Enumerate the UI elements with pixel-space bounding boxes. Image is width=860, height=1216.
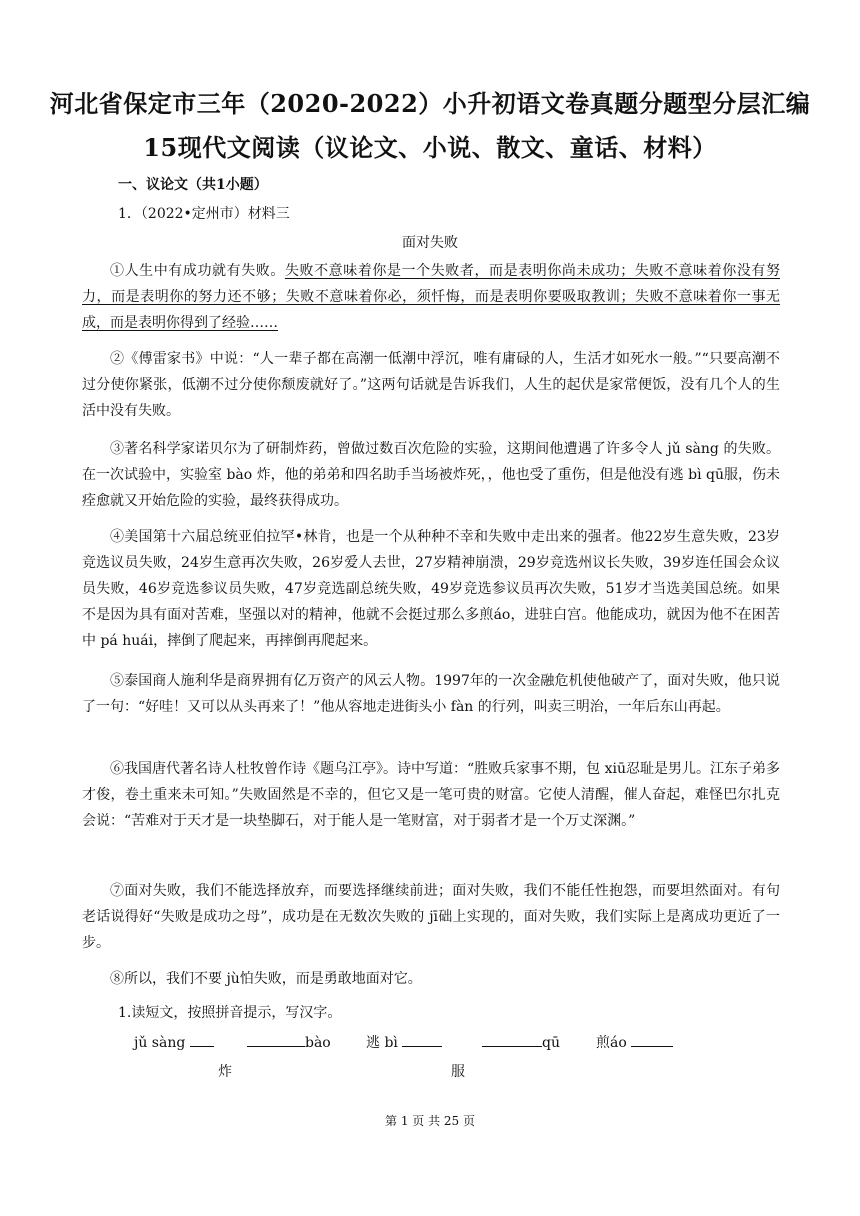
fill-item-c	[366, 1032, 442, 1052]
blank-a[interactable]	[190, 1032, 214, 1047]
fill-item-b	[247, 1032, 331, 1051]
pinyin-e: áo	[610, 1035, 627, 1051]
pinyin-b: bào	[305, 1035, 331, 1051]
section-heading: 一、议论文（共1小题）	[118, 177, 268, 193]
blank-b[interactable]	[247, 1032, 305, 1047]
prefix-e: 煎	[596, 1035, 610, 1051]
fill-item-d	[482, 1032, 560, 1051]
char-below-d: 服	[451, 1064, 465, 1080]
prefix-c: 逃	[366, 1035, 380, 1051]
paragraph-1-lead: ①人生中有成功就有失败。	[110, 263, 285, 279]
paragraph-1-underlined: 失败不意味着你是一个失败者，而是表明你尚未成功；失败不意味着你没有努力，而是表明你的努力还不够；失败不意味着你必，须忏悔，而是表明你要吸取教训；失败不意味着你一事无成，而是表明你得到了经验……	[82, 263, 781, 331]
fill-item-a	[134, 1032, 214, 1051]
blank-c[interactable]	[402, 1032, 442, 1047]
char-below-b: 炸	[218, 1064, 232, 1080]
fill-item-e	[596, 1032, 673, 1052]
paragraph-4: ④美国第十六届总统亚伯拉罕•林肯，也是一个从种种不幸和失败中走出来的强者。他22岁生意失败，23岁竞选议员失败，24岁生意再次失败，26岁爱人去世，27岁精神崩溃，29岁竞选州议长失败，39岁连任国会众议员失败，46岁竞选参议员失败，47岁竞选副总统失败，49岁竞选参议员再次失败，51岁才当选美国总统。如果不是因为具有面对苦难，坚强以对的精神，他就不会挺过那么多煎áo，进驻白宫。他能成功，就因为他不在困苦中 pá huái，摔倒了爬起来，再摔倒再爬起来。	[82, 529, 780, 649]
paragraph-8: ⑧所以，我们不要 jù怕失败，而是勇敢地面对它。	[110, 971, 422, 987]
paragraph-2: ②《傅雷家书》中说：“人一辈子都在高潮一低潮中浮沉，唯有庸碌的人，生活才如死水一般。”“只要高潮不过分使你紧张，低潮不过分使你颓废就好了。”这两句话就是告诉我们，人生的起伏是家常便饭，没有几个人的生活中没有失败。	[82, 351, 780, 419]
paragraph-7: ⑦面对失败，我们不能选择放弃，而要选择继续前进；面对失败，我们不能任性抱怨，而要坦然面对。有句老话说得好“失败是成功之母”，成功是在无数次失败的 jī础上实现的，面对失败，我们实际上是离成功更近了一步。	[82, 883, 780, 951]
paragraph-1	[82, 258, 780, 336]
pinyin-d: qū	[542, 1035, 560, 1051]
blank-e[interactable]	[631, 1032, 673, 1047]
paragraph-3: ③著名科学家诺贝尔为了研制炸药，曾做过数百次危险的实验，这期间他遭遇了许多令人 jǔ sàng 的失败。在一次试验中，实验室 bào 炸，他的弟弟和四名助手当场被炸死，，他也受了重伤，但是他没有逃 bì qū服，伤未痊愈就又开始危险的实验，最终获得成功。	[82, 441, 780, 509]
pinyin-a: jǔ sàng	[134, 1035, 186, 1051]
document-title-line-2: 15现代文阅读（议论文、小说、散文、童话、材料）	[143, 133, 717, 162]
paragraph-5: ⑤泰国商人施利华是商界拥有亿万资产的风云人物。1997年的一次金融危机使他破产了，面对失败，他只说了一句：“好哇！又可以从头再来了！”他从容地走进街头小 fàn 的行列，叫卖三明治，一年后东山再起。	[82, 673, 780, 715]
question-header: 1．（2022•定州市）材料三	[118, 206, 290, 222]
pinyin-c: bì	[384, 1035, 398, 1051]
document-title-line-1: 河北省保定市三年（2020-2022）小升初语文卷真题分题型分层汇编	[49, 89, 811, 118]
blank-d[interactable]	[482, 1032, 542, 1047]
paragraph-6: ⑥我国唐代著名诗人杜牧曾作诗《题乌江亭》。诗中写道：“胜败兵家事不期，包 xiū忍耻是男儿。江东子弟多才俊，卷土重来未可知。”失败固然是不幸的，但它又是一笔可贵的财富。它使人清醒，催人奋起，难怪巴尔扎克会说：“苦难对于天才是一块垫脚石，对于能人是一笔财富，对于弱者才是一个万丈深渊。”	[82, 761, 780, 829]
passage-title: 面对失败	[402, 235, 458, 251]
task-instruction: 1.读短文，按照拼音提示，写汉字。	[118, 1005, 342, 1021]
page-footer: 第 1 页 共 25 页	[385, 1114, 475, 1128]
